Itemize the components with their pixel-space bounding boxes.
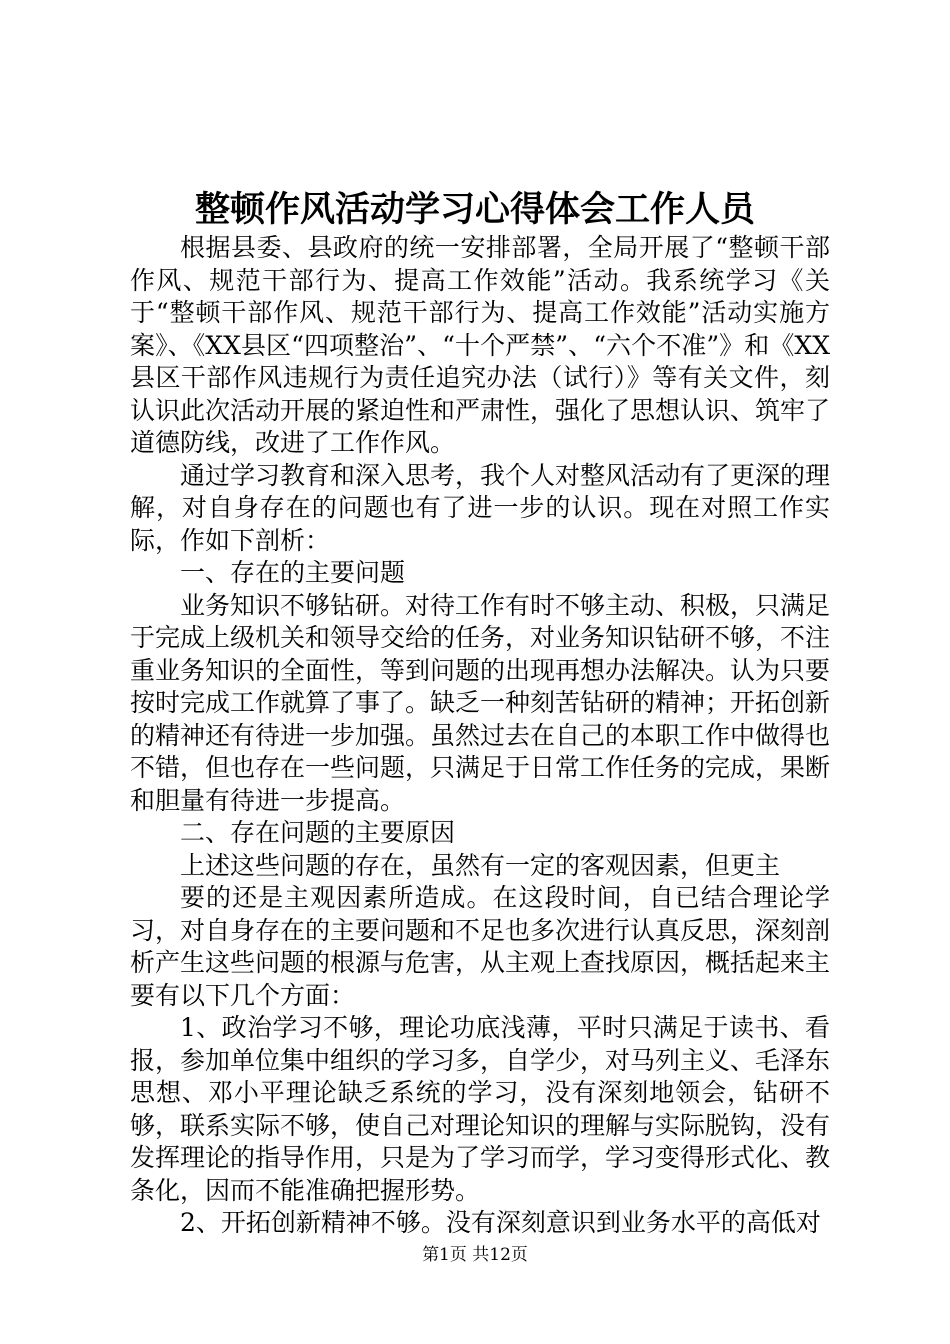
document-title: 整顿作风活动学习心得体会工作人员 bbox=[194, 189, 755, 230]
paragraph-reflection: 通过学习教育和深入思考，我个人对整风活动有了更深的理解，对自身存在的问题也有了进一步的认识。现在对照工作实际，作如下剖析： bbox=[130, 460, 831, 555]
document-body bbox=[130, 232, 830, 1240]
paragraph-point-1: 1、政治学习不够，理论功底浅薄，平时只满足于读书、看报，参加单位集中组织的学习多，自学少，对马列主义、毛泽东思想、邓小平理论缺乏系统的学习，没有深刻地领会，钻研不够，联系实际不够，使自己对理论知识的理解与实际脱钩，没有发挥理论的指导作用，只是为了学习而学，学习变得形式化、教条化，因而不能准确把握形势。 bbox=[130, 1013, 831, 1205]
section-heading-problems: 一、存在的主要问题 bbox=[180, 558, 406, 587]
paragraph-causes-continued: 要的还是主观因素所造成。在这段时间，自已结合理论学习，对自身存在的主要问题和不足也多次进行认真反思，深刻剖析产生这些问题的根源与危害，从主观上查找原因，概括起来主要有以下几个方面： bbox=[130, 883, 831, 1010]
section-heading-causes: 二、存在问题的主要原因 bbox=[180, 818, 456, 847]
paragraph-intro: 根据县委、县政府的统一安排部署，全局开展了“整顿干部作风、规范干部行为、提高工作效能”活动。我系统学习《关于“整顿干部作风、规范干部行为、提高工作效能”活动实施方案》、《XX县区“四项整治”、“十个严禁”、“六个不准”》和《XX县区干部作风违规行为责任追究办法（试行）》等有关文件，刻认识此次活动开展的紧迫性和严肃性，强化了思想认识、筑牢了道德防线，改进了工作作风。 bbox=[130, 233, 831, 457]
paragraph-causes-start: 上述这些问题的存在，虽然有一定的客观因素，但更主 bbox=[180, 850, 781, 880]
paragraph-problems: 业务知识不够钻研。对待工作有时不够主动、积极，只满足于完成上级机关和领导交给的任务，对业务知识钻研不够，不注重业务知识的全面性，等到问题的出现再想办法解决。认为只要按时完成工作就算了事了。缺乏一种刻苦钻研的精神；开拓创新的精神还有待进一步加强。虽然过去在自己的本职工作中做得也不错，但也存在一些问题，只满足于日常工作任务的完成，果断和胆量有待进一步提高。 bbox=[130, 590, 831, 815]
paragraph-point-2: 2、开拓创新精神不够。没有深刻意识到业务水平的高低对 bbox=[180, 1208, 821, 1237]
page-number-footer: 第1页 共12页 bbox=[422, 1245, 528, 1265]
